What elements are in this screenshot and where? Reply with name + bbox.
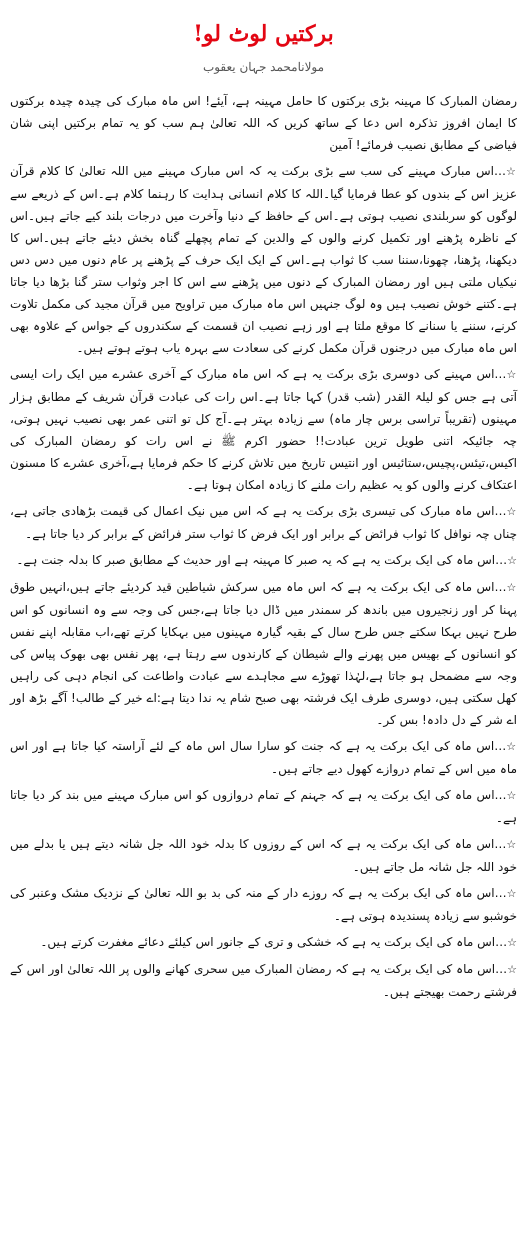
blessing-paragraph-9: [10, 882, 517, 927]
paragraph-text: …اس ماہ کی ایک برکت یہ ہے کہ خشکی و تری کے جانور اس کیلئے دعائے مغفرت کرتے ہیں۔: [40, 935, 508, 949]
star-icon: ☆: [506, 368, 517, 381]
article-title: برکتیں لوٹ لو!: [193, 21, 334, 47]
paragraph-text: …اس ماہ کی ایک برکت یہ ہے کہ یہ صبر کا مہینہ ہے اور حدیث کے مطابق صبر کا بدلہ جنت ہے۔: [16, 553, 508, 567]
blessing-paragraph-10: [10, 931, 517, 954]
paragraph-text: …اس مہینے کی دوسری بڑی برکت یہ ہے کہ اس ماہ مبارک کے آخری عشرے میں ایک رات ایسی آتی ہے جس کو لیلۃ القدر (شب قدر) کہا جاتا ہے۔اس رات کی عبادت قرآن شریف کے مطابق ہزار مہینوں (تقریباً تراسی برس چار ماہ) سے زیادہ بہتر ہے۔آج کل تو اتنی عمر بھی نصیب نہیں ہوتی، چہ جائیکہ اتنی طویل ترین عبادت!! حضور اکرم ﷺ نے اس رات کو رمضان المبارک کی اکیس،تیئس،پچیس،ستائیس اور انتیس تاریخ میں تلاش کرنے کا حکم فرمایا ہے،آخری عشرے کا مسنون اعتکاف کرنے والوں کو یہ عظیم رات ملنے کا زیادہ امکان ہوتا ہے۔: [10, 367, 517, 492]
blessing-paragraph-4: [10, 549, 517, 572]
star-icon: ☆: [505, 165, 517, 178]
star-icon: ☆: [507, 554, 517, 567]
paragraph-text: …اس ماہ کی ایک برکت یہ ہے کہ رمضان المبارک میں سحری کھانے والوں پر اللہ تعالیٰ اور اس کے فرشتے رحمت بھیجتے ہیں۔: [10, 962, 517, 999]
star-icon: ☆: [507, 936, 517, 949]
intro-paragraph: رمضان المبارک کا مہینہ بڑی برکتوں کا حامل مہینہ ہے، آیئے! اس ماہ مبارک کی چیدہ چیدہ برکتوں کا ایمان افروز تذکرہ اس دعا کے ساتھ کریں کہ اللہ تعالیٰ ہم سب کو یہ تمام برکتیں اپنی شان فیاضی کے مطابق نصیب فرمائے! آمین: [10, 94, 517, 152]
star-icon: ☆: [506, 581, 517, 594]
blessing-paragraph-2: [10, 363, 517, 496]
star-icon: ☆: [506, 505, 517, 518]
author-name: مولانامحمد جہان یعقوب: [202, 60, 325, 74]
paragraph-text: …اس ماہ مبارک کی تیسری بڑی برکت یہ ہے کہ اس میں نیک اعمال کی قیمت بڑھادی جاتی ہے، چناں چہ نوافل کا ثواب فرائض کے برابر اور ایک فرض کا ثواب ستر فرائض کے برابر کر دیا جاتا ہے۔: [10, 504, 517, 541]
paragraph-text: …اس ماہ کی ایک برکت یہ ہے کہ اس کے روزوں کا بدلہ خود اللہ جل شانہ دیتے ہیں یا بدلے میں خود اللہ جل شانہ مل جاتے ہیں۔: [10, 837, 517, 874]
paragraph-text: …اس ماہ کی ایک برکت یہ ہے کہ جہنم کے تمام دروازوں کو اس مبارک مہینے میں بند کر دیا جاتا ہے۔: [10, 788, 517, 825]
star-icon: ☆: [507, 963, 517, 976]
star-icon: ☆: [506, 740, 517, 753]
blessing-paragraph-6: [10, 735, 517, 780]
paragraph-text: …اس ماہ کی ایک برکت یہ ہے کہ روزے دار کے منہ کی بد بو اللہ تعالیٰ کے نزدیک مشک وعنبر کی خوشبو سے زیادہ پسندیدہ ہوتی ہے۔: [10, 886, 517, 923]
blessing-paragraph-5: [10, 576, 517, 731]
star-icon: ☆: [506, 789, 517, 802]
blessing-paragraph-1: [10, 160, 517, 359]
paragraph-text: …اس ماہ کی ایک برکت یہ ہے کہ جنت کو سارا سال اس ماہ کے لئے آراستہ کیا جاتا ہے اور اس ماہ میں اس کے تمام دروازے کھول دیے جاتے ہیں۔: [10, 739, 517, 776]
blessing-paragraph-7: [10, 784, 517, 829]
blessing-paragraph-11: [10, 958, 517, 1003]
star-icon: ☆: [506, 887, 517, 900]
star-icon: ☆: [506, 838, 517, 851]
blessing-paragraph-8: [10, 833, 517, 878]
paragraph-text: …اس مبارک مہینے کی سب سے بڑی برکت یہ کہ اس مبارک مہینے میں اللہ تعالیٰ کا کلام قرآن عزیز اس کے بندوں کو عطا فرمایا گیا۔اللہ کا کلام انسانی ہدایت کا رہنما کلام ہے۔اس کے ذریعے سے لوگوں کو سربلندی نصیب ہوتی ہے۔اس کے حافظ کے دنیا وآخرت میں درجات بلند کیے جاتے ہیں۔اس کے ناظرہ پڑھنے اور تکمیل کرنے والوں کے والدین کے تمام پچھلے گناہ بخش دیئے جاتے ہیں۔اس کا دیکھنا، پڑھنا، چھونا،سننا سب کا ثواب ہے۔اس کے ایک ایک حرف کے پڑھنے پر عام دنوں میں دس دس نیکیاں ملتی ہیں اور رمضان المبارک کے دنوں میں پڑھنے سے اس کا اجر وثواب ستر گنا بڑھا دیا جاتا ہے۔کتنے خوش نصیب ہیں وہ لوگ جنہیں اس ماہ مبارک میں تراویح میں قرآن مجید کی مکمل تلاوت کرنے، سننے یا سنانے کا موقع ملتا ہے اور زہے نصیب ان قسمت کے سکندروں کے جواس کے علاوہ بھی اس ماہ مبارک میں درجنوں قرآن مکمل کرنے کی سعادت سے بہرہ یاب ہوتے ہوتے ہیں۔: [10, 164, 517, 355]
blessing-paragraph-3: [10, 500, 517, 545]
paragraph-text: …اس ماہ کی ایک برکت یہ ہے کہ اس ماہ میں سرکش شیاطین قید کردیئے جاتے ہیں،انہیں طوق پہنا کر اور زنجیروں میں باندھ کر سمندر میں ڈال دیا جاتا ہے،جس کی وجہ سے وہ انسانوں کو اس طرح نہیں بہکا سکتے جس طرح سال کے بقیہ گیارہ مہینوں میں بہکایا کرتے تھے،اب مقابلہ اپنے نفس کو انسانوں کے بھیس میں پھرنے والے شیطان کے کارندوں سے رہتا ہے، پھر نفس بھی بھوک پیاس کی وجہ سے مضمحل ہو جاتا ہے،لہٰذا تھوڑے سے مجاہدے سے عبادت واطاعت کی انجام دہی کی راہیں کھل سکتی ہیں، دوسری طرف ایک فرشتہ بھی صبح شام یہ ندا دیتا ہے:اے خیر کے طالب! آگے بڑھ اور اے شر کے دل دادہ! بس کر۔: [10, 580, 517, 727]
